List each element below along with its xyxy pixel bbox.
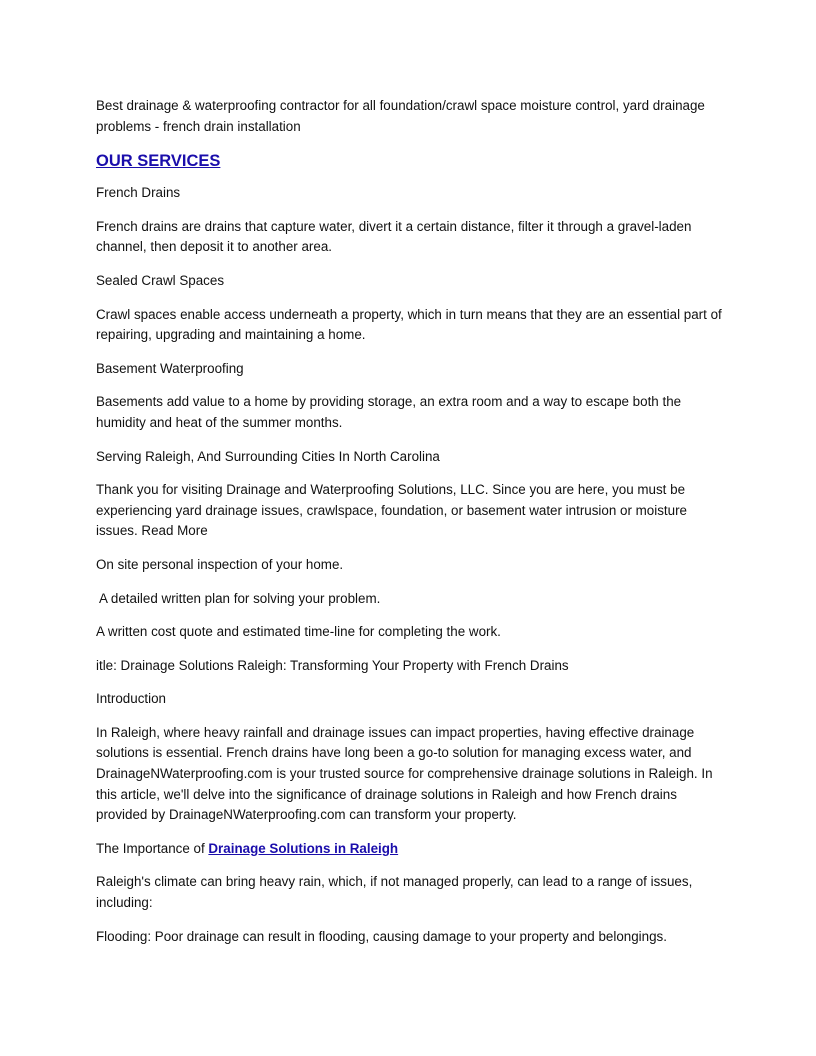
services-heading-link[interactable]: OUR SERVICES: [96, 152, 221, 171]
service-text-basement: Basements add value to a home by providing storage, an extra room and a way to escape both the humidity and heat of the summer months.: [96, 394, 682, 430]
service-text-french-drains: French drains are drains that capture water, divert it a certain distance, filter it through a gravel-laden channel, then deposit it to another area.: [96, 218, 692, 255]
step-quote: A written cost quote and estimated time-line for completing the work.: [96, 624, 501, 640]
importance-heading: [96, 839, 726, 860]
document-page: [96, 96, 726, 960]
climate-text: Raleigh's climate can bring heavy rain, which, if not managed properly, can lead to a range of issues, including:: [96, 874, 693, 911]
service-title-basement: Basement Waterproofing: [96, 360, 244, 376]
serving-area: Serving Raleigh, And Surrounding Cities In North Carolina: [96, 448, 440, 464]
article-title: itle: Drainage Solutions Raleigh: Transforming Your Property with French Drains: [96, 657, 569, 673]
intro-paragraph: Best drainage & waterproofing contractor for all foundation/crawl space moisture control, yard drainage problems - french drain installation: [96, 98, 705, 134]
step-plan: A detailed written plan for solving your problem.: [96, 590, 381, 606]
introduction-label: Introduction: [96, 691, 166, 707]
service-title-crawl-spaces: Sealed Crawl Spaces: [96, 272, 225, 288]
flooding-text: Flooding: Poor drainage can result in flooding, causing damage to your property and belongings.: [96, 928, 667, 944]
service-text-crawl-spaces: Crawl spaces enable access underneath a property, which in turn means that they are an essential part of repairing, upgrading and maintaining a home.: [96, 306, 722, 343]
importance-prefix: The Importance of: [96, 840, 209, 856]
thanks-paragraph: Thank you for visiting Drainage and Waterproofing Solutions, LLC. Since you are here, you must be experiencing yard drainage issues, crawlspace, foundation, or basement water intrusion or moisture issues. Read More: [96, 482, 687, 539]
step-inspection: On site personal inspection of your home.: [96, 556, 344, 572]
introduction-text: In Raleigh, where heavy rainfall and drainage issues can impact properties, having effective drainage solutions is essential. French drains have long been a go-to solution for managing excess water, and DrainageNWaterproofing.com is your trusted source for comprehensive drainage solutions in Raleigh. In this article, we'll delve into the significance of drainage solutions in Raleigh and how French drains provided by DrainageNWaterproofing.com can transform your property.: [96, 724, 713, 823]
drainage-solutions-link[interactable]: Drainage Solutions in Raleigh: [208, 840, 399, 856]
services-heading: [96, 150, 726, 172]
service-title-french-drains: French Drains: [96, 185, 181, 201]
